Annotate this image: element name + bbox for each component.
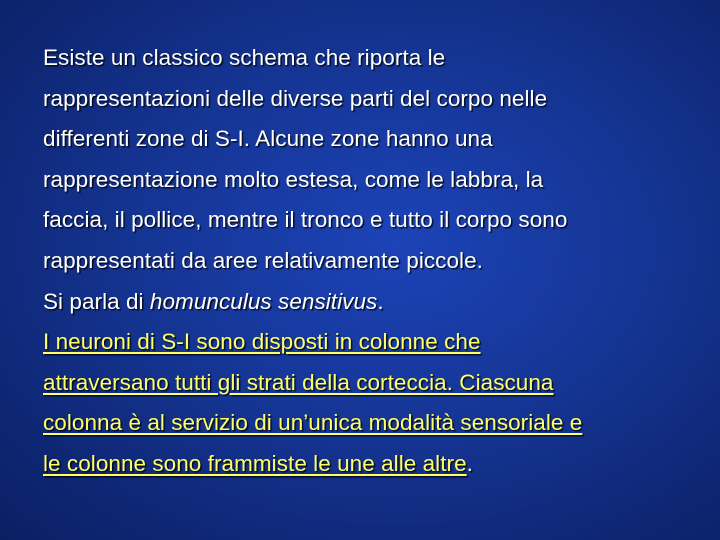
text-line	[43, 282, 683, 323]
highlight-line	[43, 363, 683, 404]
text-line: Esiste un classico schema che riporta le	[43, 45, 446, 70]
paragraph-homunculus-description	[43, 38, 683, 282]
highlighted-text: attraversano tutti gli strati della corteccia. Ciascuna	[43, 369, 554, 395]
text-line: rappresentati da aree relativamente piccole.	[43, 247, 483, 273]
highlight-line	[43, 322, 683, 363]
slide-text-block	[43, 38, 683, 485]
term-suffix: .	[377, 288, 384, 314]
text-line: faccia, il pollice, mentre il tronco e tutto il corpo sono	[43, 207, 568, 233]
highlight-line	[43, 444, 683, 485]
paragraph-homunculus-term	[43, 282, 683, 323]
end-punctuation: .	[466, 450, 473, 476]
highlighted-text: I neuroni di S-I sono disposti in colonne che	[43, 329, 481, 355]
text-line: rappresentazioni delle diverse parti del corpo nelle	[43, 85, 548, 111]
highlighted-text: le colonne sono frammiste le une alle altre	[43, 450, 467, 476]
highlighted-text: colonna è al servizio di un’unica modalità sensoriale e	[43, 410, 583, 436]
paragraph-columns-highlight	[43, 322, 683, 484]
homunculus-term: homunculus sensitivus	[149, 288, 378, 314]
text-line: differenti zone di S-I. Alcune zone hanno una	[43, 126, 493, 152]
term-prefix: Si parla di	[43, 288, 150, 314]
highlight-line	[43, 403, 683, 444]
text-line: rappresentazione molto estesa, come le labbra, la	[43, 166, 544, 192]
